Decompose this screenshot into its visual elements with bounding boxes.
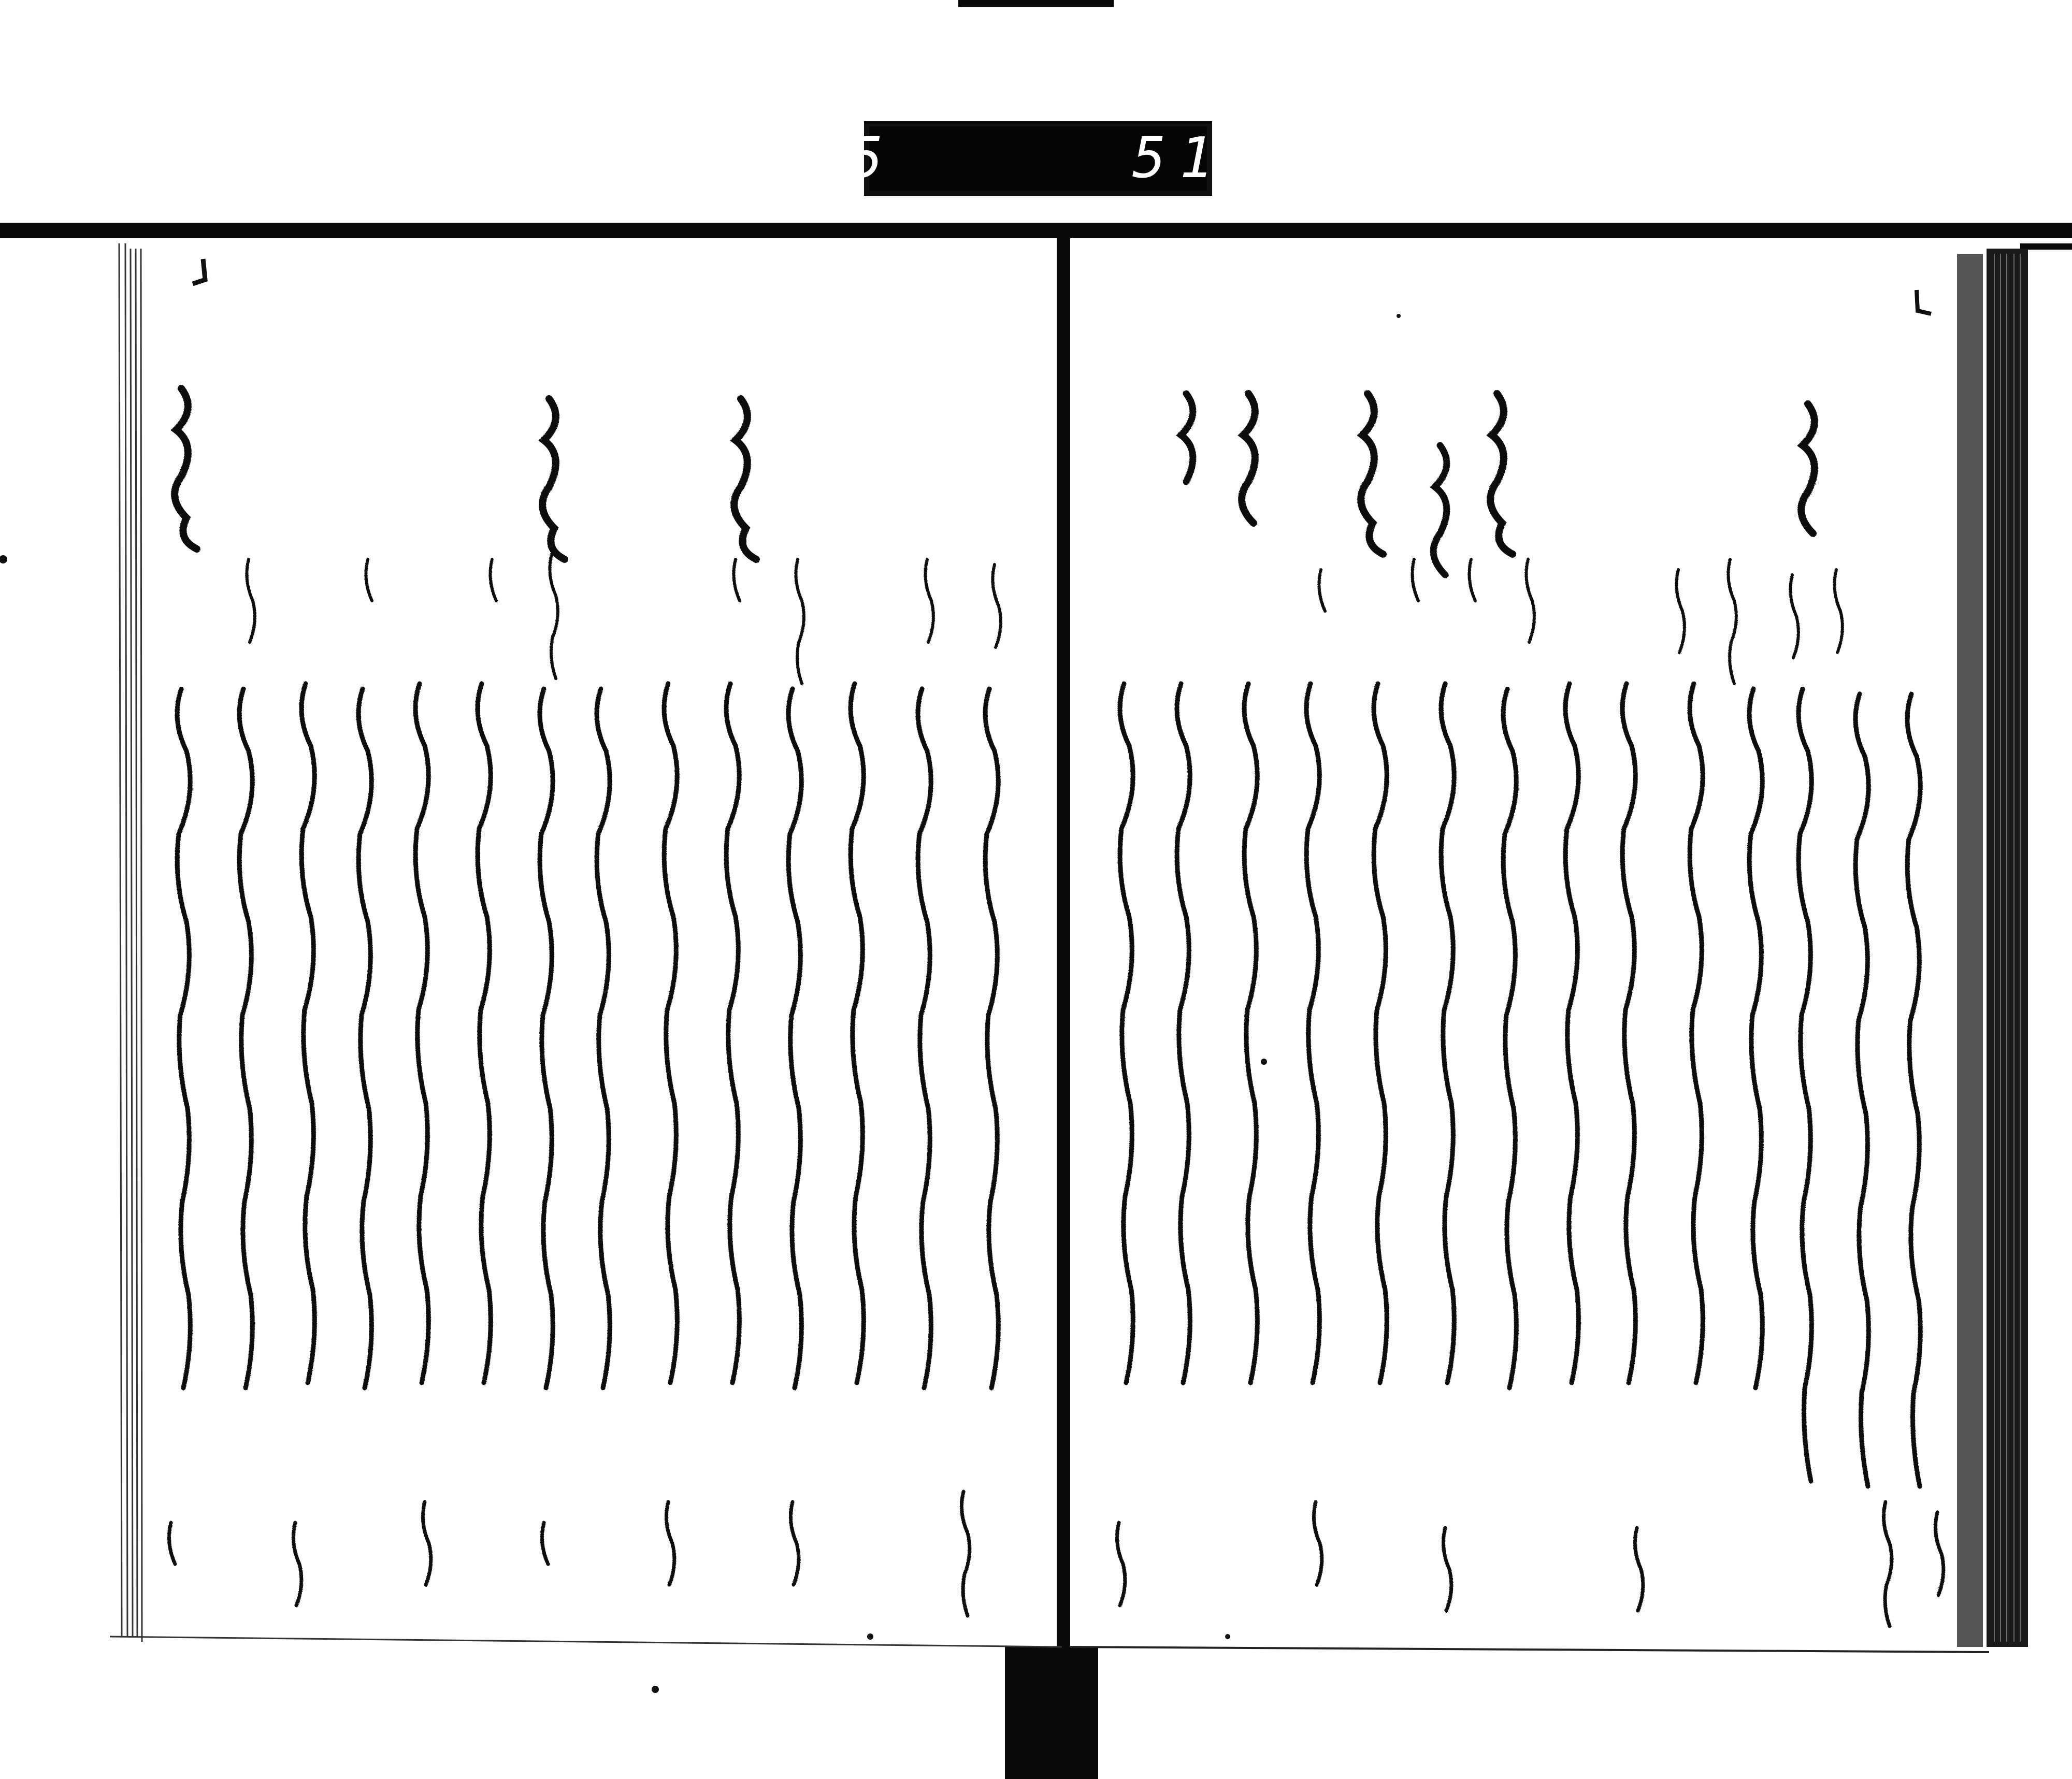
corner-mark-left	[193, 259, 205, 284]
sheet-number: 510.	[1132, 126, 1321, 191]
left-page-text	[169, 388, 1000, 1616]
corner-mark-right	[1917, 290, 1931, 314]
right-page-text	[1117, 394, 1943, 1626]
catalog-number-label	[755, 121, 1321, 196]
right-page-edge	[1070, 249, 2028, 1652]
scan-specks	[0, 314, 1401, 1693]
catalog-number: 285	[755, 126, 897, 191]
